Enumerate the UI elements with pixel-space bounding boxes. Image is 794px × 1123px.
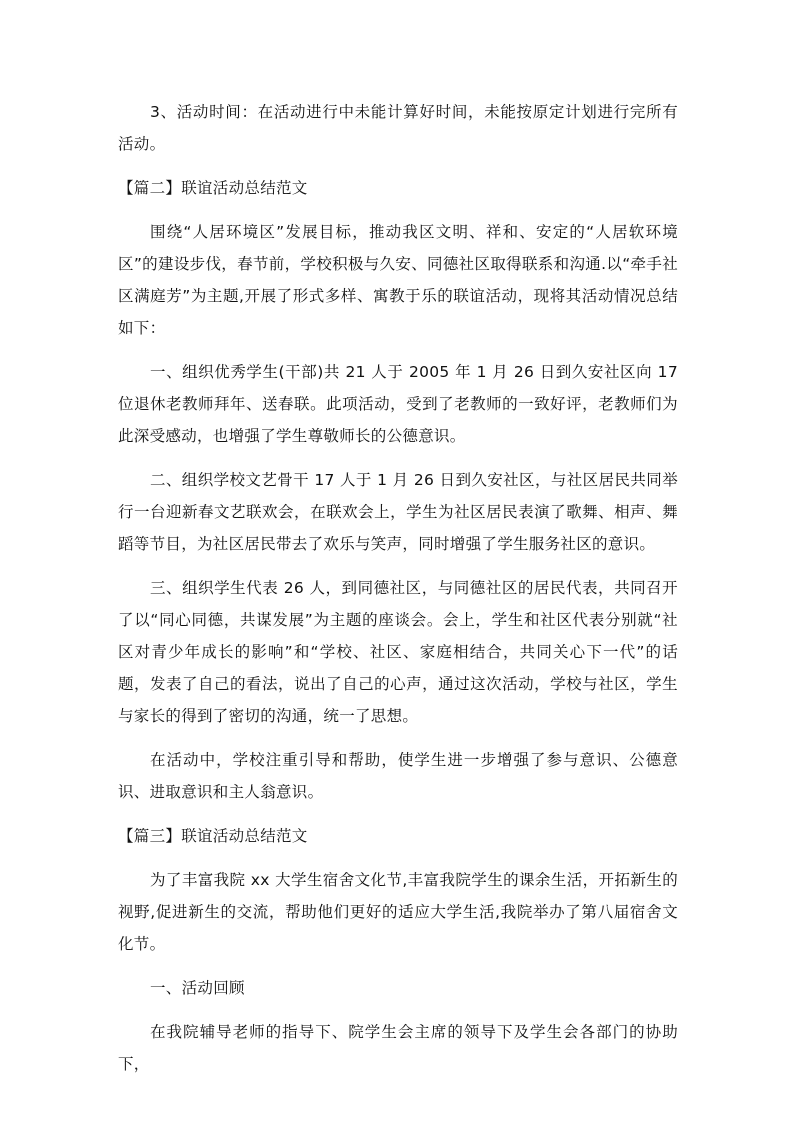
paragraph-review-start: 在我院辅导老师的指导下、院学生会主席的领导下及学生会各部门的协助下， xyxy=(118,1023,678,1073)
paragraph-item-three: 三、组织学生代表 26 人，到同德社区，与同德社区的居民代表，共同召开了以“同心同德，共谋发展”为主题的座谈会。会上，学生和社区代表分别就“社区对青少年成长的影响”和“学校、社区、家庭相结合，共同关心下一代”的话题，发表了自己的看法，说出了自己的心声，通过这次活动，学校与社区，学生与家长的得到了密切的沟通，统一了思想。 xyxy=(118,579,678,725)
subheading-activity-review: 一、活动回顾 xyxy=(150,979,245,997)
paragraph-item-two: 二、组织学校文艺骨干 17 人于 1 月 26 日到久安社区，与社区居民共同举行一台迎新春文艺联欢会，在联欢会上，学生为社区居民表演了歌舞、相声、舞蹈等节目，为社区居民带去了欢乐与笑声，同时增强了学生服务社区的意识。 xyxy=(118,471,678,553)
paragraph-summary: 在活动中，学校注重引导和帮助，使学生进一步增强了参与意识、公德意识、进取意识和主人翁意识。 xyxy=(118,751,678,801)
document-body xyxy=(118,96,678,1092)
paragraph-activity-time: 3、活动时间：在活动进行中未能计算好时间，未能按原定计划进行完所有活动。 xyxy=(118,103,678,153)
section-heading-part-two: 【篇二】联谊活动总结范文 xyxy=(118,179,308,197)
paragraph-festival-intro: 为了丰富我院 xx 大学生宿舍文化节,丰富我院学生的课余生活，开拓新生的视野,促进新生的交流，帮助他们更好的适应大学生活,我院举办了第八届宿舍文化节。 xyxy=(118,871,678,953)
section-heading-part-three: 【篇三】联谊活动总结范文 xyxy=(118,827,308,845)
paragraph-item-one: 一、组织优秀学生(干部)共 21 人于 2005 年 1 月 26 日到久安社区向 17 位退休老教师拜年、送春联。此项活动，受到了老教师的一致好评，老教师们为此深受感动，也增强了学生尊敬师长的公德意识。 xyxy=(118,363,678,445)
paragraph-intro: 围绕“人居环境区”发展目标，推动我区文明、祥和、安定的“人居软环境区”的建设步伐，春节前，学校积极与久安、同德社区取得联系和沟通.以“牵手社区满庭芳”为主题,开展了形式多样、寓教于乐的联谊活动，现将其活动情况总结如下： xyxy=(118,223,678,337)
